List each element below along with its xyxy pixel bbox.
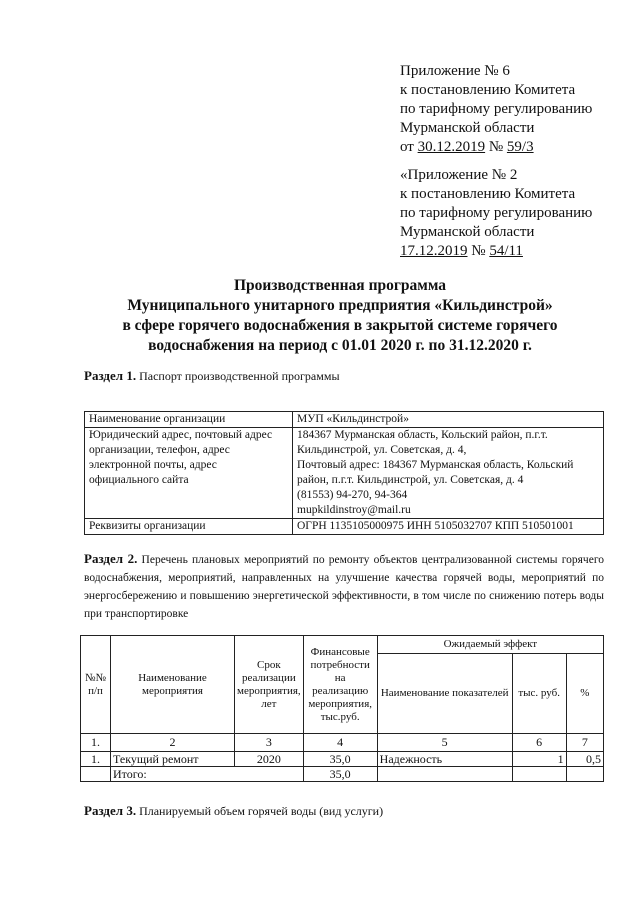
total-label: Итого: <box>111 767 304 782</box>
passport-name-cell: Наименование организации <box>85 412 293 428</box>
appendix-2-date: 17.12.2019 <box>400 243 468 259</box>
passport-table <box>84 411 604 535</box>
title-line3: в сфере горячего водоснабжения в закрытой системе горячего <box>122 317 558 334</box>
appendix-2-date-line <box>400 242 592 261</box>
passport-row <box>85 428 604 519</box>
section-1-text: Паспорт производственной программы <box>139 369 340 383</box>
passport-row <box>85 412 604 428</box>
section-3-label: Раздел 3. <box>84 803 137 818</box>
passport-email: mupkildinstroy@mail.ru <box>297 504 411 516</box>
col-number: 4 <box>303 734 377 752</box>
appendix-6-date-line <box>400 138 592 157</box>
col-number: 3 <box>235 734 304 752</box>
col-number: 6 <box>512 734 566 752</box>
passport-value-cell: ОГРН 1135105000975 ИНН 5105032707 КПП 510501001 <box>293 519 604 535</box>
row-finance: 35,0 <box>303 752 377 767</box>
appendix-6-line4: Мурманской области <box>400 120 535 136</box>
document-title <box>60 276 620 356</box>
row-thousand: 1 <box>512 752 566 767</box>
passport-name-cell: Реквизиты организации <box>85 519 293 535</box>
appendix-6-header <box>400 62 592 157</box>
header-indicator: Наименование показателей <box>377 654 512 734</box>
section-2-heading <box>84 550 604 623</box>
title-line2: Муниципального унитарного предприятия «Кильдинстрой» <box>127 297 553 314</box>
header-name: Наименование мероприятия <box>111 636 235 734</box>
passport-phone: (81553) 94-270, 94-364 <box>297 489 408 501</box>
col-number: 2 <box>111 734 235 752</box>
title-line4: водоснабжения на период с 01.01 2020 г. по 31.12.2020 г. <box>148 337 532 354</box>
header-thousand: тыс. руб. <box>512 654 566 734</box>
row-term: 2020 <box>235 752 304 767</box>
col-number: 7 <box>566 734 603 752</box>
passport-postal-address: Почтовый адрес: 184367 Мурманская область, Кольский район, п.г.т. Кильдинстрой, ул. Советская, д. 4 <box>297 459 574 486</box>
appendix-6-num-sign: № <box>488 139 504 155</box>
appendix-6-line3: по тарифному регулированию <box>400 101 593 117</box>
appendix-6-date: 30.12.2019 <box>417 139 486 155</box>
total-value: 35,0 <box>303 767 377 782</box>
row-indicator: Надежность <box>377 752 512 767</box>
row-num: 1. <box>81 752 111 767</box>
col-number: 1. <box>81 734 111 752</box>
passport-value-cell <box>293 428 604 519</box>
passport-name-cell: Юридический адрес, почтовый адрес организации, телефон, адрес электронной почты, адрес официального сайта <box>85 428 293 519</box>
appendix-2-line1: «Приложение № 2 <box>400 167 518 183</box>
section-2-label: Раздел 2. <box>84 551 138 566</box>
row-percent: 0,5 <box>566 752 603 767</box>
col-number: 5 <box>377 734 512 752</box>
appendix-6-line1: Приложение № 6 <box>400 63 510 79</box>
header-percent: % <box>566 654 603 734</box>
passport-value-cell: МУП «Кильдинстрой» <box>293 412 604 428</box>
appendix-2-header <box>400 166 592 261</box>
appendix-2-line2: к постановлению Комитета <box>400 186 576 202</box>
appendix-6-from: от <box>400 139 414 155</box>
header-term: Срок реализации мероприятия, лет <box>235 636 304 734</box>
measures-table <box>80 635 604 782</box>
passport-row <box>85 519 604 535</box>
appendix-2-line3: по тарифному регулированию <box>400 205 593 221</box>
section-3-heading <box>84 803 383 819</box>
header-effect: Ожидаемый эффект <box>377 636 603 654</box>
passport-legal-address: 184367 Мурманская область, Кольский район, п.г.т. Кильдинстрой, ул. Советская, д. 4, <box>297 429 548 456</box>
section-3-text: Планируемый объем горячей воды (вид услуги) <box>139 804 384 818</box>
table-header-row <box>81 636 604 654</box>
appendix-2-line4: Мурманской области <box>400 224 535 240</box>
column-numbers-row <box>81 734 604 752</box>
section-1-label: Раздел 1. <box>84 368 137 383</box>
header-finance: Финансовые потребности на реализацию мероприятия, тыс.руб. <box>303 636 377 734</box>
table-row <box>81 752 604 767</box>
row-name: Текущий ремонт <box>111 752 235 767</box>
appendix-2-number: 54/11 <box>489 243 523 259</box>
title-line1: Производственная программа <box>233 277 447 294</box>
appendix-6-line2: к постановлению Комитета <box>400 82 576 98</box>
appendix-6-number: 59/3 <box>506 139 534 155</box>
header-num: №№ п/п <box>81 636 111 734</box>
appendix-2-num-sign: № <box>471 243 486 259</box>
total-row <box>81 767 604 782</box>
section-1-heading <box>84 368 340 384</box>
section-2-text: Перечень плановых мероприятий по ремонту объектов централизованной системы горячего водоснабжения, мероприятий, направленных на улучшение качества горячей воды, мероприятий по энергосбережению и повышению энергетической эффективности, в том числе по снижению потерь воды при транспортировке <box>84 554 604 620</box>
